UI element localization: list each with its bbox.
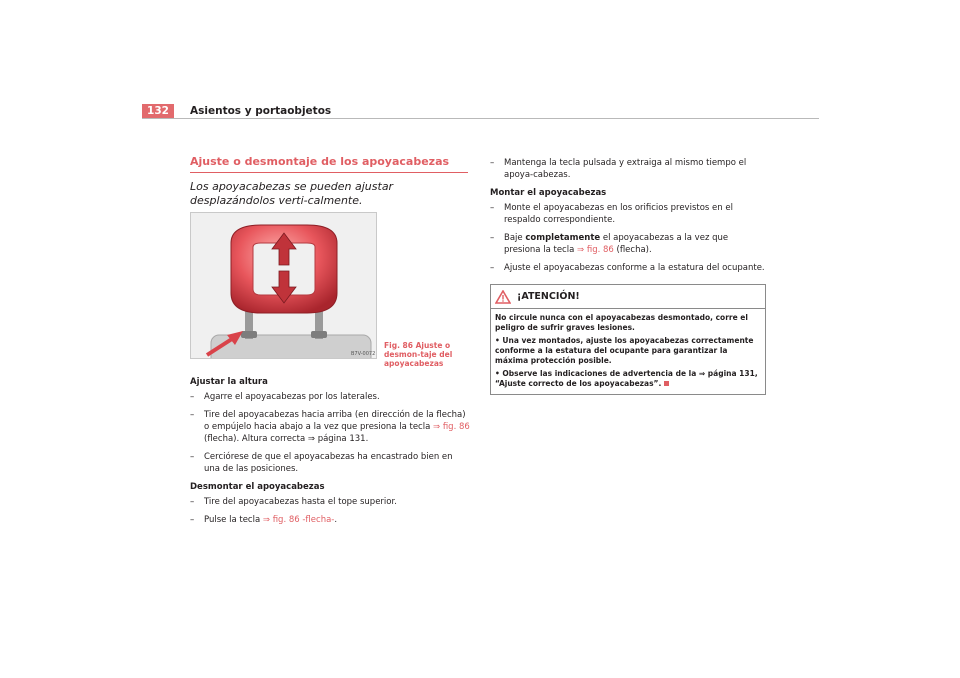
- section-title: Ajuste o desmontaje de los apoyacabezas: [190, 155, 468, 173]
- figure-link[interactable]: ⇒ fig. 86 -flecha-: [262, 515, 335, 525]
- figure-code: B7V-0072: [351, 351, 376, 357]
- list-item: – Pulse la tecla ⇒ fig. 86 -flecha-.: [190, 515, 338, 525]
- left-column: [190, 376, 470, 532]
- figure-link[interactable]: ⇒ fig. 86: [577, 245, 614, 255]
- list-item: – Mantenga la tecla pulsada y extraiga al mismo tiempo el apoya-cabezas.: [490, 158, 747, 180]
- list-item: – Tire del apoyacabezas hasta el tope superior.: [190, 497, 397, 507]
- right-column: [490, 157, 766, 395]
- list-item: – Monte el apoyacabezas en los orificios previstos en el respaldo correspondiente.: [490, 203, 733, 225]
- warning-triangle-icon: [495, 290, 511, 308]
- mount-heading: Montar el apoyacabezas: [490, 188, 607, 198]
- figure-link[interactable]: ⇒ fig. 86: [433, 422, 470, 432]
- remove-heading: Desmontar el apoyacabezas: [190, 482, 325, 492]
- figure-caption: Fig. 86 Ajuste o desmon-taje del apoyacabezas: [384, 341, 453, 368]
- headrest-figure: [190, 212, 377, 359]
- warning-text: No circule nunca con el apoyacabezas desmontado, corre el peligro de sufrir graves lesiones.: [495, 313, 748, 332]
- headrest-illustration: [191, 213, 377, 359]
- list-item: – Baje completamente el apoyacabezas a la vez que presiona la tecla ⇒ fig. 86 (flecha).: [490, 233, 729, 255]
- adjust-heading: Ajustar la altura: [190, 377, 268, 387]
- section-lead: Los apoyacabezas se pueden ajustar desplazándolos verti-calmente.: [190, 180, 394, 207]
- header-divider: [142, 118, 819, 119]
- list-item: – Cerciórese de que el apoyacabezas ha encastrado bien en una de las posiciones.: [190, 452, 453, 474]
- end-mark-icon: [664, 381, 669, 386]
- warning-text: • Una vez montados, ajuste los apoyacabezas correctamente conforme a la estatura del ocupante para garantizar la máxima protección posible.: [495, 336, 754, 365]
- list-item: – Ajuste el apoyacabezas conforme a la estatura del ocupante.: [490, 263, 765, 273]
- list-item: – Agarre el apoyacabezas por los laterales.: [190, 392, 380, 402]
- list-item: – Tire del apoyacabezas hacia arriba (en dirección de la flecha) o empújelo hacia abajo a la vez que presiona la tecla ⇒ fig. 86 (flecha). Altura correcta ⇒ página 131.: [190, 410, 470, 444]
- warning-text: • Observe las indicaciones de advertencia de la ⇒ página 131, “Ajuste correcto de los apoyacabezas”.: [495, 369, 758, 388]
- warning-box: [490, 284, 766, 395]
- running-header: Asientos y portaobjetos: [190, 105, 332, 117]
- warning-title: ¡ATENCIÓN!: [517, 291, 580, 302]
- page-number: 132: [142, 104, 174, 119]
